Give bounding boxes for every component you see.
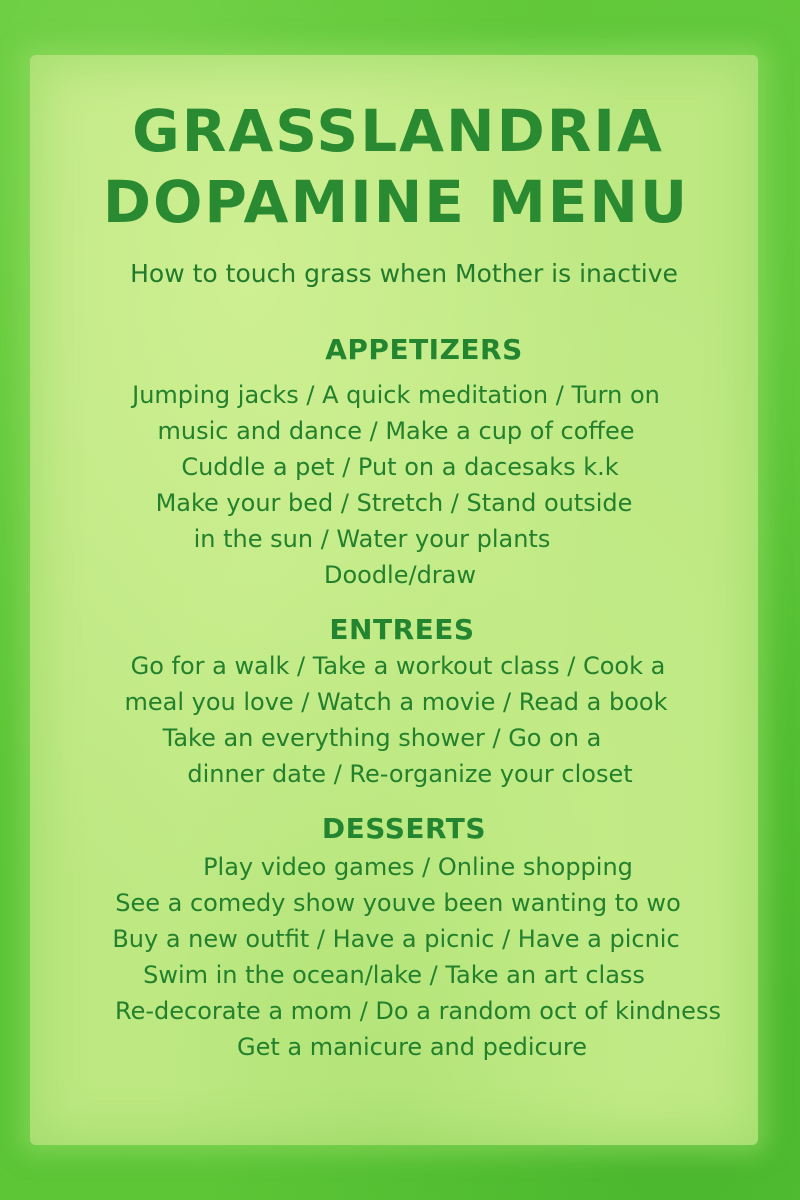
section-heading-desserts: DESSERTS	[321, 812, 487, 845]
desserts-line-1: Play video games / Online shopping	[203, 853, 633, 881]
entrees-line-3: Take an everything shower / Go on a	[162, 724, 602, 752]
appetizers-line-6: Doodle/draw	[323, 561, 477, 589]
desserts-line-5: Re-decorate a mom / Do a random oct of kindness	[115, 997, 721, 1025]
menu-title-line-1: GRASSLANDRIA	[132, 97, 664, 165]
desserts-line-2: See a comedy show youve been wanting to wo	[115, 889, 681, 917]
desserts-line-4: Swim in the ocean/lake / Take an art class	[143, 961, 645, 989]
entrees-line-1: Go for a walk / Take a workout class / Cook a	[130, 652, 666, 680]
desserts-line-6: Get a manicure and pedicure	[236, 1033, 588, 1061]
appetizers-line-1: Jumping jacks / A quick meditation / Turn on	[132, 381, 660, 409]
desserts-line-3: Buy a new outfit / Have a picnic / Have a picnic	[112, 925, 680, 953]
menu-content	[30, 55, 758, 1145]
entrees-line-4: dinner date / Re-organize your closet	[187, 760, 633, 788]
entrees-line-2: meal you love / Watch a movie / Read a book	[124, 688, 668, 716]
menu-subtitle: How to touch grass when Mother is inactive	[130, 259, 678, 288]
section-heading-entrees: ENTREES	[329, 613, 475, 646]
appetizers-line-5: in the sun / Water your plants	[193, 525, 551, 553]
menu-title-line-2: DOPAMINE MENU	[102, 168, 690, 236]
appetizers-line-4: Make your bed / Stretch / Stand outside	[155, 489, 633, 517]
appetizers-line-3: Cuddle a pet / Put on a dacesaks k.k	[181, 453, 619, 481]
appetizers-line-2: music and dance / Make a cup of coffee	[157, 417, 635, 445]
section-heading-appetizers: APPETIZERS	[325, 333, 523, 366]
